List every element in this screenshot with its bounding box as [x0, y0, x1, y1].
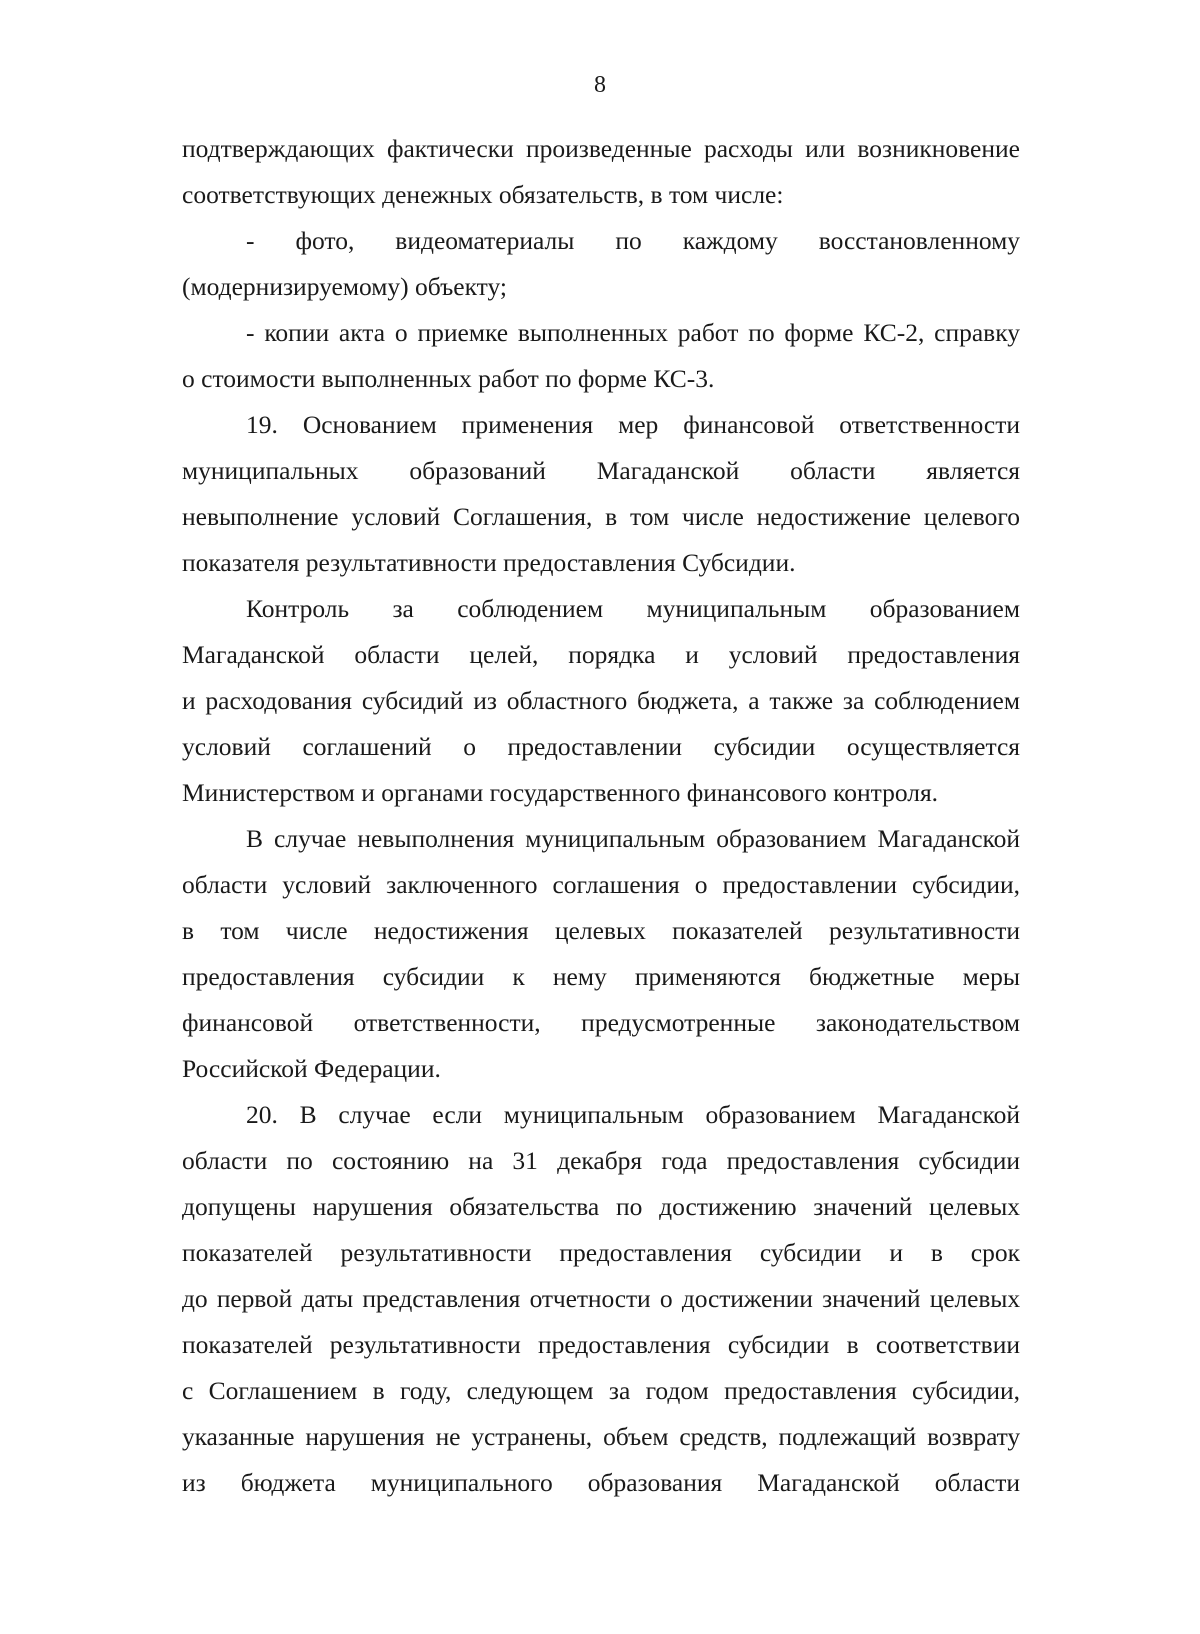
paragraph-19	[182, 402, 1020, 586]
text-line: указанные нарушения не устранены, объем средств, подлежащий возврату	[182, 1422, 1020, 1451]
text-line: (модернизируемому) объекту;	[182, 272, 507, 301]
text-line: о стоимости выполненных работ по форме КС-3.	[182, 364, 715, 393]
text-line: до первой даты представления отчетности о достижении значений целевых	[182, 1284, 1020, 1313]
text-line: показателя результативности предоставления Субсидии.	[182, 548, 796, 577]
text-line: муниципальных образований Магаданской области является	[182, 456, 1020, 485]
text-line: области условий заключенного соглашения о предоставлении субсидии,	[182, 870, 1020, 899]
list-item-acts	[182, 310, 1020, 402]
text-line: показателей результативности предоставления субсидии в соответствии	[182, 1330, 1020, 1359]
paragraph-non-fulfillment	[182, 816, 1020, 1092]
text-line: Министерством и органами государственного финансового контроля.	[182, 778, 939, 807]
list-item-photo	[182, 218, 1020, 310]
text-line: соответствующих денежных обязательств, в том числе:	[182, 180, 784, 209]
document-body	[182, 126, 1020, 1506]
text-line: - фото, видеоматериалы по каждому восстановленному	[246, 226, 1020, 255]
text-line: предоставления субсидии к нему применяются бюджетные меры	[182, 962, 1020, 991]
text-line: - копии акта о приемке выполненных работ по форме КС-2, справку	[246, 318, 1020, 347]
text-line: Российской Федерации.	[182, 1054, 441, 1083]
text-line: в том числе недостижения целевых показателей результативности	[182, 916, 1020, 945]
text-line: показателей результативности предоставления субсидии и в срок	[182, 1238, 1020, 1267]
paragraph-continuation	[182, 126, 1020, 218]
text-line: невыполнение условий Соглашения, в том числе недостижение целевого	[182, 502, 1020, 531]
paragraph-control	[182, 586, 1020, 816]
text-line: В случае невыполнения муниципальным образованием Магаданской	[246, 824, 1020, 853]
text-line: и расходования субсидий из областного бюджета, а также за соблюдением	[182, 686, 1020, 715]
text-line: финансовой ответственности, предусмотренные законодательством	[182, 1008, 1020, 1037]
page-number: 8	[594, 72, 606, 98]
text-line: допущены нарушения обязательства по достижению значений целевых	[182, 1192, 1020, 1221]
text-line: Магаданской области целей, порядка и условий предоставления	[182, 640, 1020, 669]
text-line: условий соглашений о предоставлении субсидии осуществляется	[182, 732, 1020, 761]
text-line: 19. Основанием применения мер финансовой ответственности	[246, 410, 1020, 439]
text-line: Контроль за соблюдением муниципальным образованием	[246, 594, 1020, 623]
text-line: подтверждающих фактически произведенные расходы или возникновение	[182, 134, 1020, 163]
text-line: 20. В случае если муниципальным образованием Магаданской	[246, 1100, 1020, 1129]
text-line: с Соглашением в году, следующем за годом предоставления субсидии,	[182, 1376, 1020, 1405]
text-line: области по состоянию на 31 декабря года предоставления субсидии	[182, 1146, 1020, 1175]
text-line: из бюджета муниципального образования Магаданской области	[182, 1468, 1020, 1497]
paragraph-20	[182, 1092, 1020, 1506]
